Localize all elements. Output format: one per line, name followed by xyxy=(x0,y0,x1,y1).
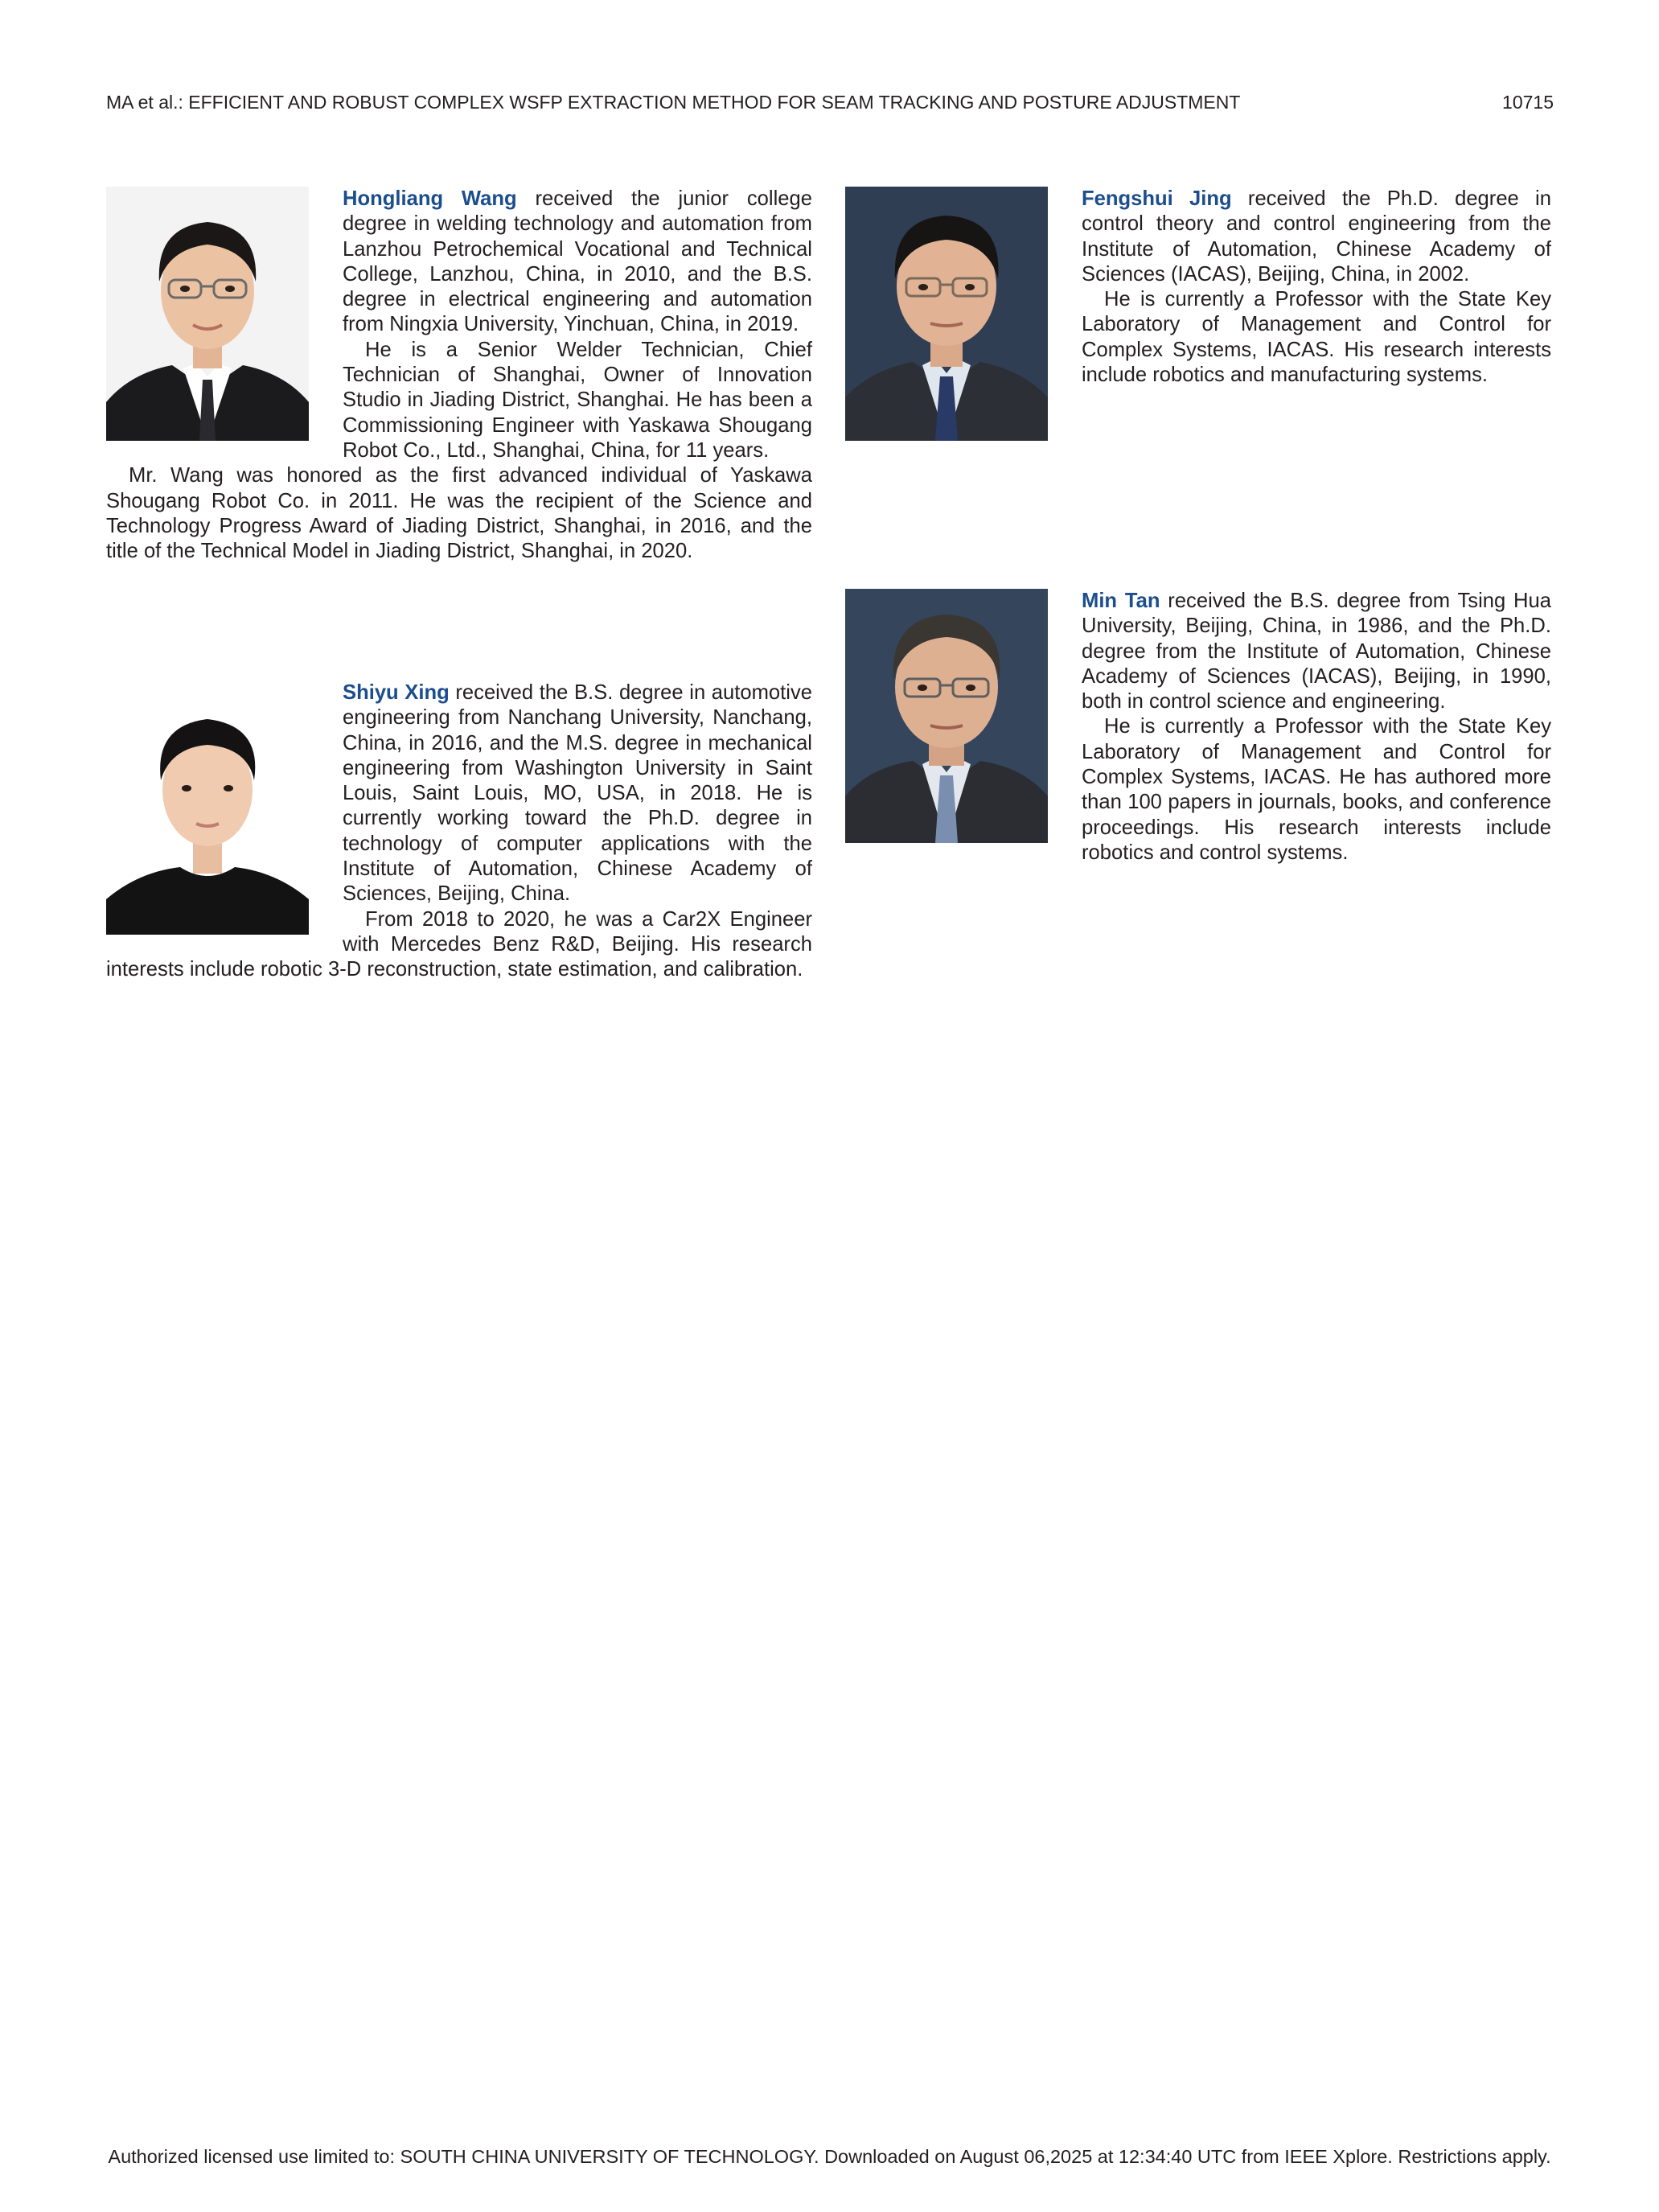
bio-tan-para1: received the B.S. degree from Tsing Hua University, Beijing, China, in 1986, and the Ph.D. degree from the Institute of Automation, Chinese Academy of Sciences (IACAS), Beijing, in 1990, both in control science and engineering. xyxy=(1082,590,1551,713)
author-name-xing: Shiyu Xing xyxy=(343,681,450,704)
bio-jing-para2: He is currently a Professor with the State Key Laboratory of Management and Control for Complex Systems, IACAS. His research interests include robotics and manufacturing systems. xyxy=(1082,288,1551,387)
author-bio-wang xyxy=(106,187,812,564)
author-photo-jing xyxy=(845,187,1048,441)
license-footer: Authorized licensed use limited to: SOUTH CHINA UNIVERSITY OF TECHNOLOGY. Downloaded on August 06,2025 at 12:34:40 UTC from IEEE Xplore. Restrictions apply. xyxy=(108,2146,1551,2167)
author-photo-tan xyxy=(845,589,1048,843)
bio-tan-para2: He is currently a Professor with the State Key Laboratory of Management and Control for Complex Systems, IACAS. He has authored more than 100 papers in journals, books, and conference proceedings. His research interests include robotics and control systems. xyxy=(1082,715,1551,864)
bio-xing-para2: From 2018 to 2020, he was a Car2X Engineer with Mercedes Benz R&D, Beijing. His research interests include robotic 3-D reconstruction, state estimation, and calibration. xyxy=(106,907,812,981)
author-name-wang: Hongliang Wang xyxy=(343,187,517,210)
author-bio-xing xyxy=(106,680,812,983)
bio-wang-para1: received the junior college degree in welding technology and automation from Lanzhou Petrochemical Vocational and Technical College, Lanzhou, China, in 2010, and the B.S. degree in electrical engineering and automation from Ningxia University, Yinchuan, China, in 2019. xyxy=(343,187,812,336)
bio-wang-para2: He is a Senior Welder Technician, Chief Technician of Shanghai, Owner of Innovation Studio in Jiading District, Shanghai. He has been a Commissioning Engineer with Yaskawa Shougang Robot Co., Ltd., Shanghai, China, for 11 years. xyxy=(343,338,812,462)
portrait-tan xyxy=(845,589,1048,843)
page-number: 10715 xyxy=(1502,92,1554,113)
portrait-wang xyxy=(106,187,309,441)
author-bio-tan xyxy=(845,589,1551,865)
author-photo-wang xyxy=(106,187,309,441)
running-head-title: MA et al.: EFFICIENT AND ROBUST COMPLEX WSFP EXTRACTION METHOD FOR SEAM TRACKING AND POSTURE ADJUSTMENT xyxy=(106,92,1241,113)
portrait-xing xyxy=(106,680,309,935)
bio-wang-para3: Mr. Wang was honored as the first advanced individual of Yaskawa Shougang Robot Co. in 2011. He was the recipient of the Science and Technology Progress Award of Jiading District, Shanghai, in 2016, and the title of the Technical Model in Jiading District, Shanghai, in 2020. xyxy=(106,464,812,563)
author-bio-jing xyxy=(845,187,1551,441)
bio-jing-para1: received the Ph.D. degree in control theory and control engineering from the Institute of Automation, Chinese Academy of Sciences (IACAS), Beijing, China, in 2002. xyxy=(1082,187,1551,286)
author-name-tan: Min Tan xyxy=(1082,590,1160,612)
author-name-jing: Fengshui Jing xyxy=(1082,187,1232,210)
portrait-jing xyxy=(845,187,1048,441)
running-head xyxy=(106,88,1554,116)
bio-xing-para1: received the B.S. degree in automotive engineering from Nanchang University, Nanchang, China, in 2016, and the M.S. degree in mechanical engineering from Washington University in Saint Louis, Saint Louis, MO, USA, in 2018. He is currently working toward the Ph.D. degree in technology of computer applications with the Institute of Automation, Chinese Academy of Sciences, Beijing, China. xyxy=(343,681,812,906)
author-photo-xing xyxy=(106,680,309,935)
